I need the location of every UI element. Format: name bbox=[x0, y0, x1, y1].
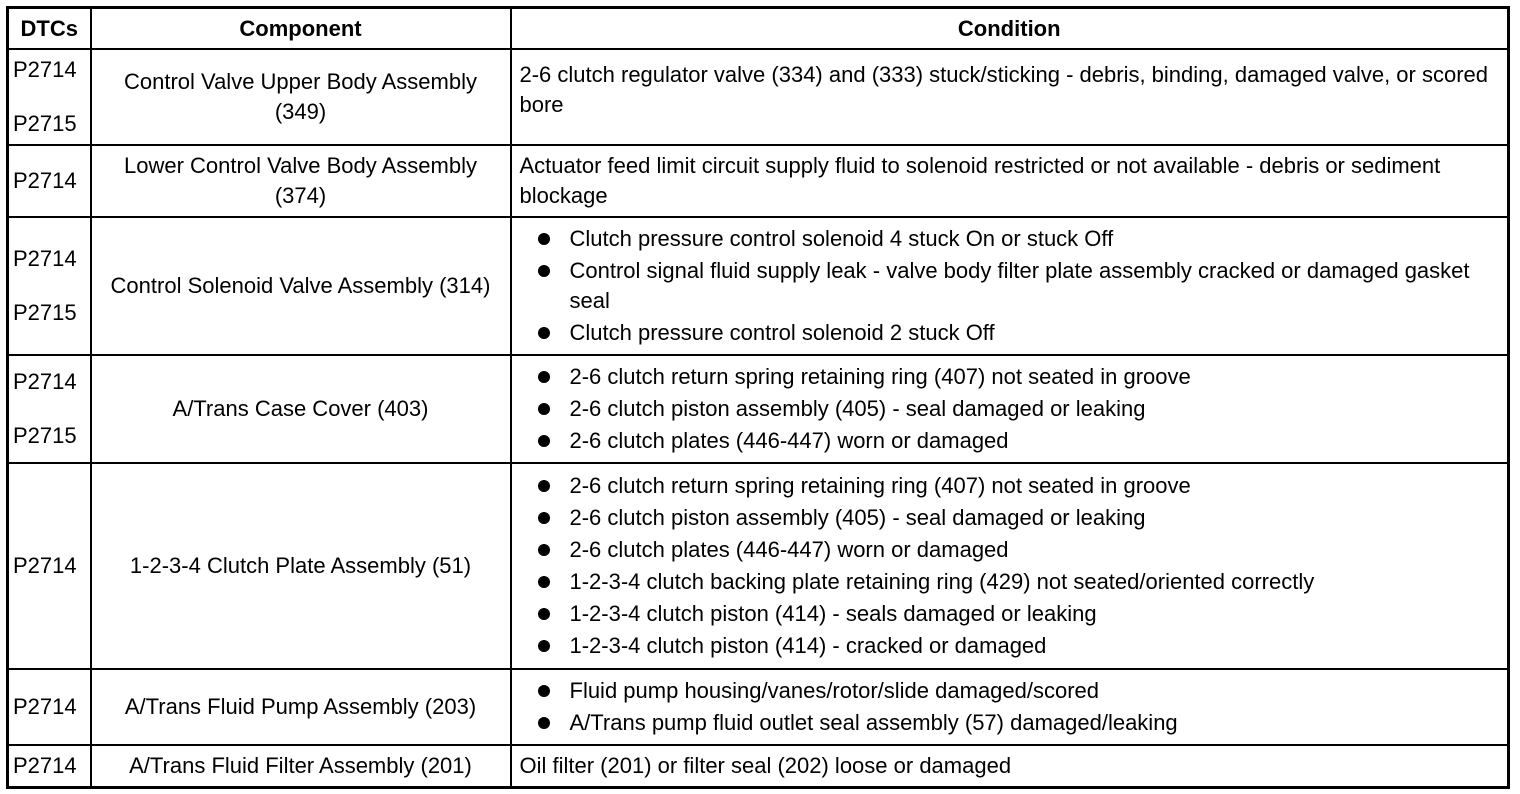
condition-cell bbox=[511, 669, 1509, 745]
dtc-code: P2714 bbox=[13, 752, 77, 778]
component-cell: A/Trans Fluid Pump Assembly (203) bbox=[91, 669, 511, 745]
list-item bbox=[520, 599, 1500, 629]
dtc-cell bbox=[8, 669, 91, 745]
list-item bbox=[520, 318, 1500, 348]
bullet-icon bbox=[538, 685, 550, 697]
component-cell: Control Valve Upper Body Assembly (349) bbox=[91, 49, 511, 145]
condition-cell bbox=[511, 217, 1509, 355]
table-row bbox=[8, 145, 1509, 217]
bullet-icon bbox=[538, 265, 550, 277]
bullet-icon bbox=[538, 512, 550, 524]
condition-list bbox=[520, 471, 1500, 661]
table-row bbox=[8, 355, 1509, 463]
condition-text: 1-2-3-4 clutch backing plate retaining ring (429) not seated/oriented correctly bbox=[569, 569, 1315, 594]
dtc-code: P2714 bbox=[13, 246, 77, 271]
component-cell: A/Trans Case Cover (403) bbox=[91, 355, 511, 463]
list-item bbox=[520, 471, 1500, 501]
dtc-cell bbox=[8, 49, 91, 145]
bullet-icon bbox=[538, 576, 550, 588]
condition-text: A/Trans pump fluid outlet seal assembly (57) damaged/leaking bbox=[569, 710, 1178, 735]
list-item bbox=[520, 676, 1500, 706]
condition-text: 1-2-3-4 clutch piston (414) - seals damaged or leaking bbox=[569, 601, 1097, 626]
component-cell: Control Solenoid Valve Assembly (314) bbox=[91, 217, 511, 355]
condition-text: 2-6 clutch piston assembly (405) - seal damaged or leaking bbox=[569, 396, 1146, 421]
condition-list bbox=[520, 224, 1500, 348]
bullet-icon bbox=[538, 480, 550, 492]
list-item bbox=[520, 394, 1500, 424]
bullet-icon bbox=[538, 327, 550, 339]
condition-text: 2-6 clutch return spring retaining ring (407) not seated in groove bbox=[569, 473, 1191, 498]
component-cell: A/Trans Fluid Filter Assembly (201) bbox=[91, 745, 511, 787]
list-item bbox=[520, 426, 1500, 456]
condition-list bbox=[520, 676, 1500, 738]
bullet-icon bbox=[538, 371, 550, 383]
header-dtcs: DTCs bbox=[8, 8, 91, 50]
table-row bbox=[8, 669, 1509, 745]
condition-text: 2-6 clutch plates (446-447) worn or damaged bbox=[569, 428, 1009, 453]
list-item bbox=[520, 631, 1500, 661]
dtc-cell bbox=[8, 745, 91, 787]
dtc-code: P2715 bbox=[13, 300, 77, 325]
dtc-diagnostic-table-wrapper bbox=[6, 6, 1510, 789]
table-row bbox=[8, 463, 1509, 669]
list-item bbox=[520, 567, 1500, 597]
bullet-icon bbox=[538, 435, 550, 447]
condition-text: Clutch pressure control solenoid 4 stuck On or stuck Off bbox=[569, 226, 1114, 251]
bullet-icon bbox=[538, 544, 550, 556]
bullet-icon bbox=[538, 403, 550, 415]
condition-text: 2-6 clutch return spring retaining ring (407) not seated in groove bbox=[569, 364, 1191, 389]
list-item bbox=[520, 224, 1500, 254]
table-row bbox=[8, 217, 1509, 355]
condition-text: Fluid pump housing/vanes/rotor/slide damaged/scored bbox=[569, 678, 1100, 703]
bullet-icon bbox=[538, 717, 550, 729]
dtc-cell bbox=[8, 145, 91, 217]
dtc-cell bbox=[8, 463, 91, 669]
dtc-code: P2715 bbox=[13, 423, 77, 448]
list-item bbox=[520, 503, 1500, 533]
dtc-code: P2714 bbox=[13, 553, 77, 578]
table-row bbox=[8, 745, 1509, 787]
condition-cell bbox=[511, 355, 1509, 463]
dtc-code: P2714 bbox=[13, 57, 77, 82]
bullet-icon bbox=[538, 640, 550, 652]
condition-text: Clutch pressure control solenoid 2 stuck Off bbox=[569, 320, 995, 345]
header-condition: Condition bbox=[511, 8, 1509, 50]
bullet-icon bbox=[538, 233, 550, 245]
condition-text: 1-2-3-4 clutch piston (414) - cracked or damaged bbox=[569, 633, 1047, 658]
condition-cell: 2-6 clutch regulator valve (334) and (333) stuck/sticking - debris, binding, damaged valve, or scored bore bbox=[511, 49, 1509, 145]
dtc-code: P2714 bbox=[13, 694, 77, 719]
dtc-cell bbox=[8, 355, 91, 463]
header-component: Component bbox=[91, 8, 511, 50]
dtc-cell bbox=[8, 217, 91, 355]
list-item bbox=[520, 362, 1500, 392]
component-cell: 1-2-3-4 Clutch Plate Assembly (51) bbox=[91, 463, 511, 669]
condition-text: 2-6 clutch plates (446-447) worn or damaged bbox=[569, 537, 1009, 562]
condition-cell: Oil filter (201) or filter seal (202) loose or damaged bbox=[511, 745, 1509, 787]
condition-list bbox=[520, 362, 1500, 456]
component-cell: Lower Control Valve Body Assembly (374) bbox=[91, 145, 511, 217]
dtc-code: P2715 bbox=[13, 111, 77, 136]
condition-text: 2-6 clutch piston assembly (405) - seal damaged or leaking bbox=[569, 505, 1146, 530]
table-row bbox=[8, 49, 1509, 145]
dtc-diagnostic-table bbox=[6, 6, 1510, 789]
bullet-icon bbox=[538, 608, 550, 620]
list-item bbox=[520, 708, 1500, 738]
list-item bbox=[520, 535, 1500, 565]
condition-cell bbox=[511, 463, 1509, 669]
list-item bbox=[520, 256, 1500, 316]
dtc-code: P2714 bbox=[13, 369, 77, 394]
condition-cell: Actuator feed limit circuit supply fluid to solenoid restricted or not available - debris or sediment blockage bbox=[511, 145, 1509, 217]
header-row bbox=[8, 8, 1509, 50]
condition-text: Control signal fluid supply leak - valve body filter plate assembly cracked or damaged gasket seal bbox=[569, 258, 1470, 313]
dtc-code: P2714 bbox=[13, 168, 77, 193]
